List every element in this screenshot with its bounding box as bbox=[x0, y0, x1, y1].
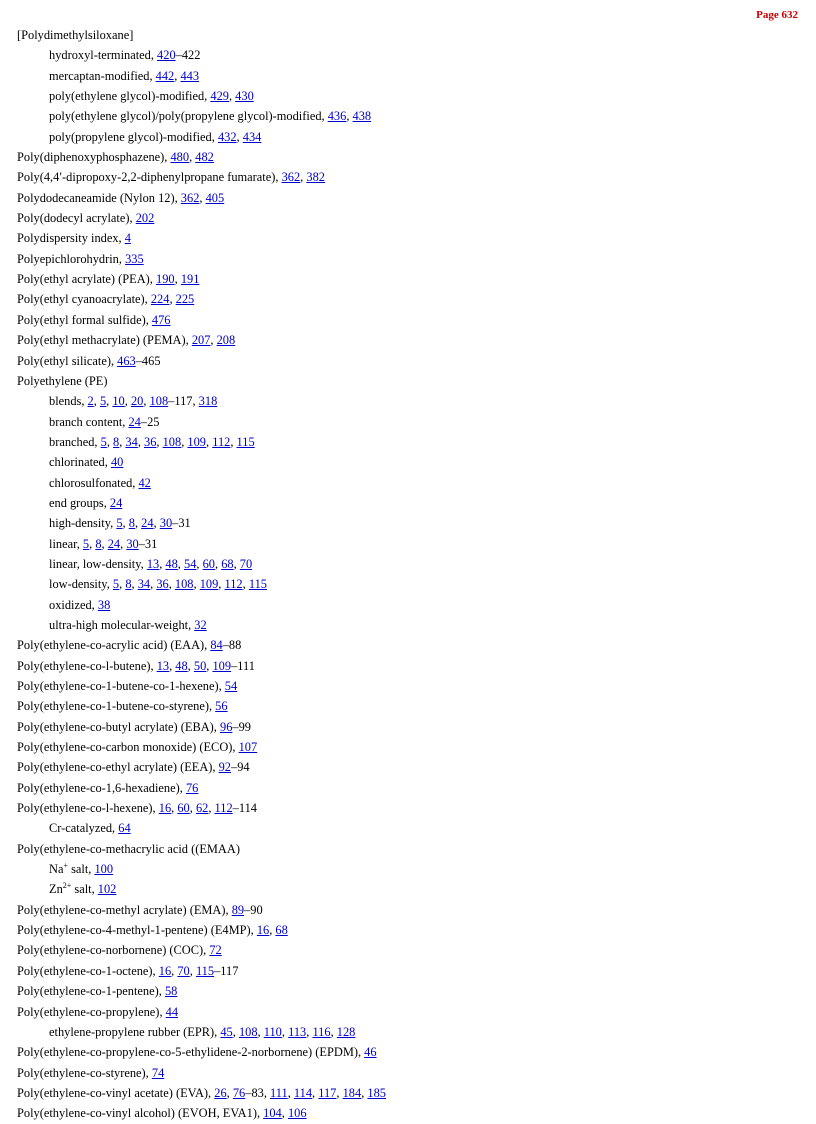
entry-text: linear, low-density, bbox=[49, 556, 147, 571]
entry-text: , bbox=[169, 658, 176, 673]
page-link[interactable]: 190 bbox=[156, 272, 175, 287]
index-subentry bbox=[17, 493, 806, 513]
index-entry bbox=[17, 656, 806, 676]
entry-text: , bbox=[106, 394, 113, 409]
page-link[interactable]: 62 bbox=[195, 801, 209, 816]
index-subentry bbox=[17, 412, 806, 432]
page-link[interactable]: 432 bbox=[217, 129, 237, 144]
index-entry bbox=[17, 839, 806, 859]
entry-text: , bbox=[189, 963, 196, 978]
page-link[interactable]: 115 bbox=[236, 434, 255, 449]
page-link[interactable]: 30 bbox=[126, 536, 139, 551]
page-link[interactable]: 72 bbox=[209, 943, 222, 958]
page-link[interactable]: 225 bbox=[175, 292, 195, 307]
page-link[interactable]: 112 bbox=[212, 434, 231, 449]
entry-text: , bbox=[187, 658, 194, 673]
page-link[interactable]: 429 bbox=[210, 89, 229, 104]
entry-text: Poly(ethyl acrylate) (PEA), bbox=[17, 272, 157, 287]
entry-text: Poly(ethyl cyanoacrylate), bbox=[17, 292, 151, 307]
page-link[interactable]: 38 bbox=[97, 597, 111, 612]
page-link[interactable]: 107 bbox=[238, 740, 258, 755]
entry-text: Poly(ethylene-co-propylene-co-5-ethylidene-2-norbornene) (EPDM), bbox=[17, 1045, 365, 1060]
page-link[interactable]: 70 bbox=[239, 556, 253, 571]
entry-text: Poly(ethylene-co-ethyl acrylate) (EEA), bbox=[17, 760, 219, 775]
entry-text: branch content, bbox=[49, 414, 129, 429]
entry-text: –111 bbox=[231, 658, 255, 673]
entry-text: high-density, bbox=[49, 516, 117, 531]
entry-text: –83, bbox=[245, 1085, 271, 1100]
index-subentry bbox=[17, 127, 806, 147]
page-link[interactable]: 89 bbox=[231, 902, 245, 917]
entry-text: Poly(ethyl methacrylate) (PEMA), bbox=[17, 333, 192, 348]
index-entry bbox=[17, 371, 806, 391]
page-link[interactable]: 48 bbox=[175, 658, 188, 673]
page-link[interactable]: 24 bbox=[128, 414, 141, 429]
entry-text: , bbox=[193, 577, 200, 592]
entry-text: , bbox=[236, 129, 243, 144]
page-link[interactable]: 482 bbox=[195, 150, 214, 165]
entry-text: , bbox=[233, 556, 240, 571]
page-link[interactable]: 60 bbox=[177, 801, 190, 816]
page-link[interactable]: 108 bbox=[238, 1024, 258, 1039]
entry-text: ethylene-propylene rubber (EPR), bbox=[49, 1024, 221, 1039]
index-entry bbox=[17, 228, 806, 248]
entry-text: –114 bbox=[232, 801, 257, 816]
index-entry bbox=[17, 900, 806, 920]
index-entry bbox=[17, 635, 806, 655]
index-subentry bbox=[17, 432, 806, 452]
entry-text: , bbox=[312, 1085, 319, 1100]
entry-text: blends, bbox=[49, 394, 88, 409]
entry-text: Poly(ethyl silicate), bbox=[17, 353, 118, 368]
entry-text: , bbox=[168, 577, 175, 592]
entry-text: , bbox=[106, 434, 114, 449]
entry-text: –25 bbox=[140, 414, 160, 429]
entry-text: , bbox=[346, 109, 353, 124]
entry-text: , bbox=[208, 801, 215, 816]
index-entry bbox=[17, 289, 806, 309]
page-link[interactable]: 24 bbox=[141, 516, 154, 531]
entry-text: , bbox=[137, 434, 145, 449]
entry-text: , bbox=[171, 963, 178, 978]
entry-text: , bbox=[177, 556, 184, 571]
index-subentry bbox=[17, 106, 806, 126]
entry-text: Poly(ethylene-co-carbon monoxide) (ECO), bbox=[17, 740, 239, 755]
page-link[interactable]: 5 bbox=[82, 536, 90, 551]
page-link[interactable]: 42 bbox=[138, 475, 151, 490]
entry-text: ultra-high molecular-weight, bbox=[49, 617, 195, 632]
page-link[interactable]: 84 bbox=[210, 638, 223, 653]
page-link[interactable]: 362 bbox=[180, 190, 200, 205]
entry-text: poly(ethylene glycol)/poly(propylene glycol)-modified, bbox=[49, 109, 328, 124]
entry-text: , bbox=[306, 1024, 313, 1039]
index-entry bbox=[17, 696, 806, 716]
entry-text: , bbox=[257, 1024, 264, 1039]
page-link[interactable]: 40 bbox=[110, 455, 124, 470]
index-subentry bbox=[17, 1022, 806, 1042]
entry-text: , bbox=[134, 516, 142, 531]
index-entry bbox=[17, 188, 806, 208]
page-link[interactable]: 405 bbox=[205, 190, 225, 205]
index-entry bbox=[17, 757, 806, 777]
entry-text: –90 bbox=[244, 902, 263, 917]
entry-text: , bbox=[156, 434, 163, 449]
page-link[interactable]: 16 bbox=[158, 801, 172, 816]
entry-text: oxidized, bbox=[49, 597, 98, 612]
page-link[interactable]: 104 bbox=[263, 1106, 282, 1121]
page-link[interactable]: 64 bbox=[118, 821, 131, 836]
index-subentry bbox=[17, 45, 806, 65]
index-entry bbox=[17, 1002, 806, 1022]
entry-text: , bbox=[226, 1085, 233, 1100]
entry-text: , bbox=[228, 89, 236, 104]
entry-text: Zn bbox=[49, 882, 63, 897]
entry-text: Poly(ethylene-co-acrylic acid) (EAA), bbox=[17, 638, 211, 653]
page-link[interactable]: 56 bbox=[215, 699, 228, 714]
page-link[interactable]: 58 bbox=[164, 984, 178, 999]
index-subentry bbox=[17, 818, 806, 838]
entry-text: , bbox=[89, 536, 96, 551]
entry-text: , bbox=[122, 516, 129, 531]
entry-text: , bbox=[120, 536, 127, 551]
entry-text: , bbox=[169, 292, 176, 307]
entry-text: low-density, bbox=[49, 577, 113, 592]
index-subentry bbox=[17, 595, 806, 615]
page-link[interactable]: 420 bbox=[157, 48, 176, 63]
entry-text: Poly(ethyl formal sulfide), bbox=[17, 312, 152, 327]
page-link[interactable]: 8 bbox=[95, 536, 102, 551]
entry-text: , bbox=[210, 333, 217, 348]
entry-text: , bbox=[93, 394, 100, 409]
entry-text: , bbox=[230, 434, 237, 449]
entry-text: , bbox=[300, 170, 307, 185]
superscript-charge: 2+ bbox=[62, 881, 72, 891]
index-subentry bbox=[17, 879, 806, 899]
entry-text: chlorosulfonated, bbox=[49, 475, 139, 490]
entry-text: , bbox=[281, 1106, 288, 1121]
entry-text: Polyepichlorohydrin, bbox=[17, 251, 126, 266]
entry-text: , bbox=[269, 923, 276, 938]
entry-text: Cr-catalyzed, bbox=[49, 821, 119, 836]
page-link[interactable]: 116 bbox=[312, 1024, 331, 1039]
entry-text: poly(propylene glycol)-modified, bbox=[49, 129, 218, 144]
page-link[interactable]: 112 bbox=[224, 577, 243, 592]
entry-text: Poly(ethylene-co-butyl acrylate) (EBA), bbox=[17, 719, 220, 734]
page-link[interactable]: 318 bbox=[198, 394, 218, 409]
entry-text: , bbox=[124, 394, 131, 409]
page-link[interactable]: 74 bbox=[151, 1065, 165, 1080]
page-link[interactable]: 438 bbox=[352, 109, 372, 124]
page-link[interactable]: 10 bbox=[112, 394, 125, 409]
page-link[interactable]: 70 bbox=[177, 963, 190, 978]
entry-text: –31 bbox=[172, 516, 191, 531]
index-entry bbox=[17, 1103, 806, 1123]
page-link[interactable]: 102 bbox=[97, 882, 117, 897]
page-link[interactable]: 208 bbox=[216, 333, 236, 348]
index-entry bbox=[17, 920, 806, 940]
entry-text: hydroxyl-terminated, bbox=[49, 48, 158, 63]
entry-text: , bbox=[287, 1085, 294, 1100]
entry-text: , bbox=[119, 434, 126, 449]
entry-text: , bbox=[119, 577, 126, 592]
page-link[interactable]: 128 bbox=[336, 1024, 356, 1039]
page-link[interactable]: 224 bbox=[150, 292, 170, 307]
page-link[interactable]: 8 bbox=[125, 577, 132, 592]
page-link[interactable]: 76 bbox=[232, 1085, 246, 1100]
page-link[interactable]: 430 bbox=[235, 89, 254, 104]
page-link[interactable]: 108 bbox=[162, 434, 182, 449]
entry-text: salt, bbox=[71, 882, 98, 897]
page-link[interactable]: 2 bbox=[87, 394, 94, 409]
page-link[interactable]: 109 bbox=[199, 577, 219, 592]
entry-text: –465 bbox=[135, 353, 161, 368]
page-link[interactable]: 68 bbox=[221, 556, 234, 571]
page-link[interactable]: 34 bbox=[125, 434, 138, 449]
index-entry bbox=[17, 981, 806, 1001]
page-link[interactable]: 185 bbox=[367, 1085, 386, 1100]
entry-text: , bbox=[281, 1024, 289, 1039]
page-link[interactable]: 13 bbox=[156, 658, 170, 673]
index-entry bbox=[17, 310, 806, 330]
page-link[interactable]: 60 bbox=[202, 556, 215, 571]
page-link[interactable]: 113 bbox=[288, 1024, 307, 1039]
index-entry bbox=[17, 1042, 806, 1062]
page-link[interactable]: 5 bbox=[116, 516, 123, 531]
superscript-charge: + bbox=[63, 860, 68, 870]
entry-text: Poly(ethylene-co-methacrylic acid ((EMAA) bbox=[17, 841, 240, 856]
page-link[interactable]: 110 bbox=[263, 1024, 282, 1039]
entry-text: salt, bbox=[67, 862, 95, 877]
index-subentry bbox=[17, 86, 806, 106]
index-entry bbox=[17, 330, 806, 350]
entry-text: Poly(ethylene-co-1-butene-co-1-hexene), bbox=[17, 679, 225, 693]
page-link[interactable]: 108 bbox=[149, 394, 169, 409]
index-entry bbox=[17, 269, 806, 289]
page-link[interactable]: 8 bbox=[113, 434, 120, 449]
index-subentry bbox=[17, 391, 806, 411]
entry-text: Poly(ethylene-co-4-methyl-1-pentene) (E4MP), bbox=[17, 923, 257, 938]
page-link[interactable]: 96 bbox=[220, 719, 233, 734]
index-entry bbox=[17, 351, 806, 371]
entry-text: linear, bbox=[49, 536, 83, 551]
entry-text: –117 bbox=[214, 963, 239, 978]
page-link[interactable]: 443 bbox=[180, 68, 200, 83]
entry-text: [Polydimethylsiloxane] bbox=[17, 28, 134, 42]
page-number: Page 632 bbox=[756, 9, 798, 21]
index-entry bbox=[17, 940, 806, 960]
page-link[interactable]: 442 bbox=[155, 68, 175, 83]
entry-text: mercaptan-modified, bbox=[49, 68, 156, 83]
index-list bbox=[17, 25, 806, 1124]
index-subentry bbox=[17, 574, 806, 594]
entry-text: –422 bbox=[175, 48, 201, 63]
index-entry bbox=[17, 249, 806, 269]
page-link[interactable]: 54 bbox=[184, 556, 197, 571]
entry-text: , bbox=[101, 536, 108, 551]
entry-text: , bbox=[196, 556, 203, 571]
page-link[interactable]: 109 bbox=[187, 434, 206, 449]
entry-text: Poly(ethylene-co-propylene), bbox=[17, 1004, 166, 1019]
index-subentry bbox=[17, 513, 806, 533]
entry-text: , bbox=[189, 150, 196, 165]
page-link[interactable]: 202 bbox=[135, 211, 155, 226]
entry-text: , bbox=[218, 577, 225, 592]
page-link[interactable]: 13 bbox=[146, 556, 160, 571]
index-subentry bbox=[17, 534, 806, 554]
page-link[interactable]: 191 bbox=[180, 272, 200, 287]
entry-text: , bbox=[199, 190, 206, 205]
entry-text: Polyethylene (PE) bbox=[17, 373, 108, 388]
entry-text: Poly(ethylene-co-methyl acrylate) (EMA), bbox=[17, 902, 232, 917]
entry-text: Poly(ethylene-co-1-octene), bbox=[17, 963, 159, 978]
page-link[interactable]: 114 bbox=[293, 1085, 313, 1100]
page-link[interactable]: 34 bbox=[137, 577, 151, 592]
entry-text: , bbox=[174, 68, 181, 83]
page-link[interactable]: 111 bbox=[270, 1085, 288, 1100]
page-link[interactable]: 16 bbox=[256, 923, 270, 938]
entry-text: , bbox=[206, 658, 213, 673]
entry-text: Poly(dodecyl acrylate), bbox=[17, 211, 136, 226]
page-link[interactable]: 92 bbox=[218, 760, 231, 775]
entry-text: Poly(4,4′-dipropoxy-2,2-diphenylpropane fumarate), bbox=[17, 170, 282, 185]
page-link[interactable]: 434 bbox=[242, 129, 262, 144]
entry-text: , bbox=[159, 556, 166, 571]
page-link[interactable]: 68 bbox=[275, 923, 288, 938]
page-link[interactable]: 112 bbox=[214, 801, 233, 816]
page-link[interactable]: 207 bbox=[191, 333, 211, 348]
page-link[interactable]: 45 bbox=[220, 1024, 233, 1039]
index-entry bbox=[17, 208, 806, 228]
page-link[interactable]: 36 bbox=[156, 577, 169, 592]
entry-text: , bbox=[171, 801, 178, 816]
page-link[interactable]: 108 bbox=[174, 577, 194, 592]
entry-text: , bbox=[232, 1024, 239, 1039]
entry-text: –117, bbox=[168, 394, 199, 409]
page-link[interactable]: 115 bbox=[248, 577, 267, 592]
page-link[interactable]: 476 bbox=[151, 312, 171, 327]
page-link[interactable]: 5 bbox=[112, 577, 120, 592]
index-subentry bbox=[17, 473, 806, 493]
page-link[interactable]: 109 bbox=[212, 658, 232, 673]
index-subentry bbox=[17, 859, 806, 879]
page-link[interactable]: 184 bbox=[342, 1085, 362, 1100]
page-link[interactable]: 117 bbox=[318, 1085, 337, 1100]
page-link[interactable]: 480 bbox=[170, 150, 190, 165]
entry-text: Polydodecaneamide (Nylon 12), bbox=[17, 190, 181, 205]
entry-text: Polydispersity index, bbox=[17, 231, 125, 246]
entry-text: , bbox=[174, 272, 181, 287]
page-link[interactable]: 54 bbox=[224, 679, 238, 693]
page-link[interactable]: 24 bbox=[107, 536, 121, 551]
index-subentry bbox=[17, 554, 806, 574]
entry-text: –99 bbox=[232, 719, 251, 734]
entry-text: Poly(ethylene-co-l-butene), bbox=[17, 658, 157, 673]
entry-text: , bbox=[214, 556, 222, 571]
page-link[interactable]: 5 bbox=[100, 434, 107, 449]
index-entry bbox=[17, 1083, 806, 1103]
entry-text: –31 bbox=[138, 536, 158, 551]
page-link[interactable]: 436 bbox=[327, 109, 347, 124]
page-link[interactable]: 36 bbox=[144, 434, 157, 449]
entry-text: , bbox=[330, 1024, 337, 1039]
index-entry bbox=[17, 25, 806, 45]
entry-text: branched, bbox=[49, 434, 101, 449]
entry-text: , bbox=[150, 577, 157, 592]
entry-text: –88 bbox=[222, 638, 242, 653]
page-link[interactable]: 8 bbox=[128, 516, 135, 531]
index-entry bbox=[17, 167, 806, 187]
page-link[interactable]: 4 bbox=[124, 231, 131, 246]
index-entry bbox=[17, 147, 806, 167]
entry-text: Poly(ethylene-co-1-pentene), bbox=[17, 984, 165, 999]
page-link[interactable]: 50 bbox=[193, 658, 207, 673]
entry-text: Poly(ethylene-co-norbornene) (COC), bbox=[17, 943, 210, 958]
page-link[interactable]: 16 bbox=[158, 963, 172, 978]
entry-text: , bbox=[131, 577, 138, 592]
page-link[interactable]: 76 bbox=[185, 780, 199, 795]
page-link[interactable]: 463 bbox=[117, 353, 136, 368]
entry-text: Poly(ethylene-co-vinyl alcohol) (EVOH, EVA1), bbox=[17, 1106, 264, 1121]
page-link[interactable]: 46 bbox=[364, 1045, 377, 1060]
page-link[interactable]: 32 bbox=[194, 617, 207, 632]
page-link[interactable]: 115 bbox=[195, 963, 215, 978]
page-link[interactable]: 30 bbox=[159, 516, 173, 531]
entry-text: , bbox=[336, 1085, 343, 1100]
page-link[interactable]: 362 bbox=[281, 170, 301, 185]
index-entry bbox=[17, 676, 806, 696]
entry-text: Poly(ethylene-co-1-butene-co-styrene), bbox=[17, 699, 216, 714]
entry-text: Poly(ethylene-co-1,6-hexadiene), bbox=[17, 780, 186, 795]
page-link[interactable]: 106 bbox=[287, 1106, 307, 1121]
entry-text: end groups, bbox=[49, 495, 110, 510]
entry-text: –94 bbox=[231, 760, 250, 775]
index-entry bbox=[17, 737, 806, 757]
page-link[interactable]: 48 bbox=[165, 556, 178, 571]
entry-text: Poly(ethylene-co-vinyl acetate) (EVA), bbox=[17, 1085, 215, 1100]
page-link[interactable]: 382 bbox=[306, 170, 325, 185]
entry-text: Poly(ethylene-co-l-hexene), bbox=[17, 801, 159, 816]
entry-text: poly(ethylene glycol)-modified, bbox=[49, 89, 211, 104]
page-link[interactable]: 100 bbox=[94, 862, 114, 877]
entry-text: , bbox=[181, 434, 188, 449]
page-link[interactable]: 335 bbox=[125, 251, 144, 266]
entry-text: , bbox=[153, 516, 160, 531]
index-entry bbox=[17, 717, 806, 737]
entry-text: Poly(ethylene-co-styrene), bbox=[17, 1065, 152, 1080]
index-subentry bbox=[17, 452, 806, 472]
index-subentry bbox=[17, 615, 806, 635]
entry-text: Poly(diphenoxyphosphazene), bbox=[17, 150, 171, 165]
entry-text: Na bbox=[49, 862, 64, 877]
entry-text: , bbox=[206, 434, 213, 449]
entry-text: chlorinated, bbox=[49, 455, 111, 470]
page-link[interactable]: 44 bbox=[165, 1004, 179, 1019]
index-subentry bbox=[17, 66, 806, 86]
page-link[interactable]: 20 bbox=[130, 394, 144, 409]
index-entry bbox=[17, 798, 806, 818]
page-link[interactable]: 5 bbox=[99, 394, 107, 409]
entry-text: , bbox=[143, 394, 150, 409]
page-link[interactable]: 24 bbox=[109, 495, 123, 510]
index-entry bbox=[17, 961, 806, 981]
page-link[interactable]: 26 bbox=[214, 1085, 227, 1100]
index-entry bbox=[17, 1063, 806, 1083]
index-entry bbox=[17, 778, 806, 798]
entry-text: , bbox=[361, 1085, 368, 1100]
entry-text: , bbox=[189, 801, 196, 816]
entry-text: , bbox=[242, 577, 249, 592]
